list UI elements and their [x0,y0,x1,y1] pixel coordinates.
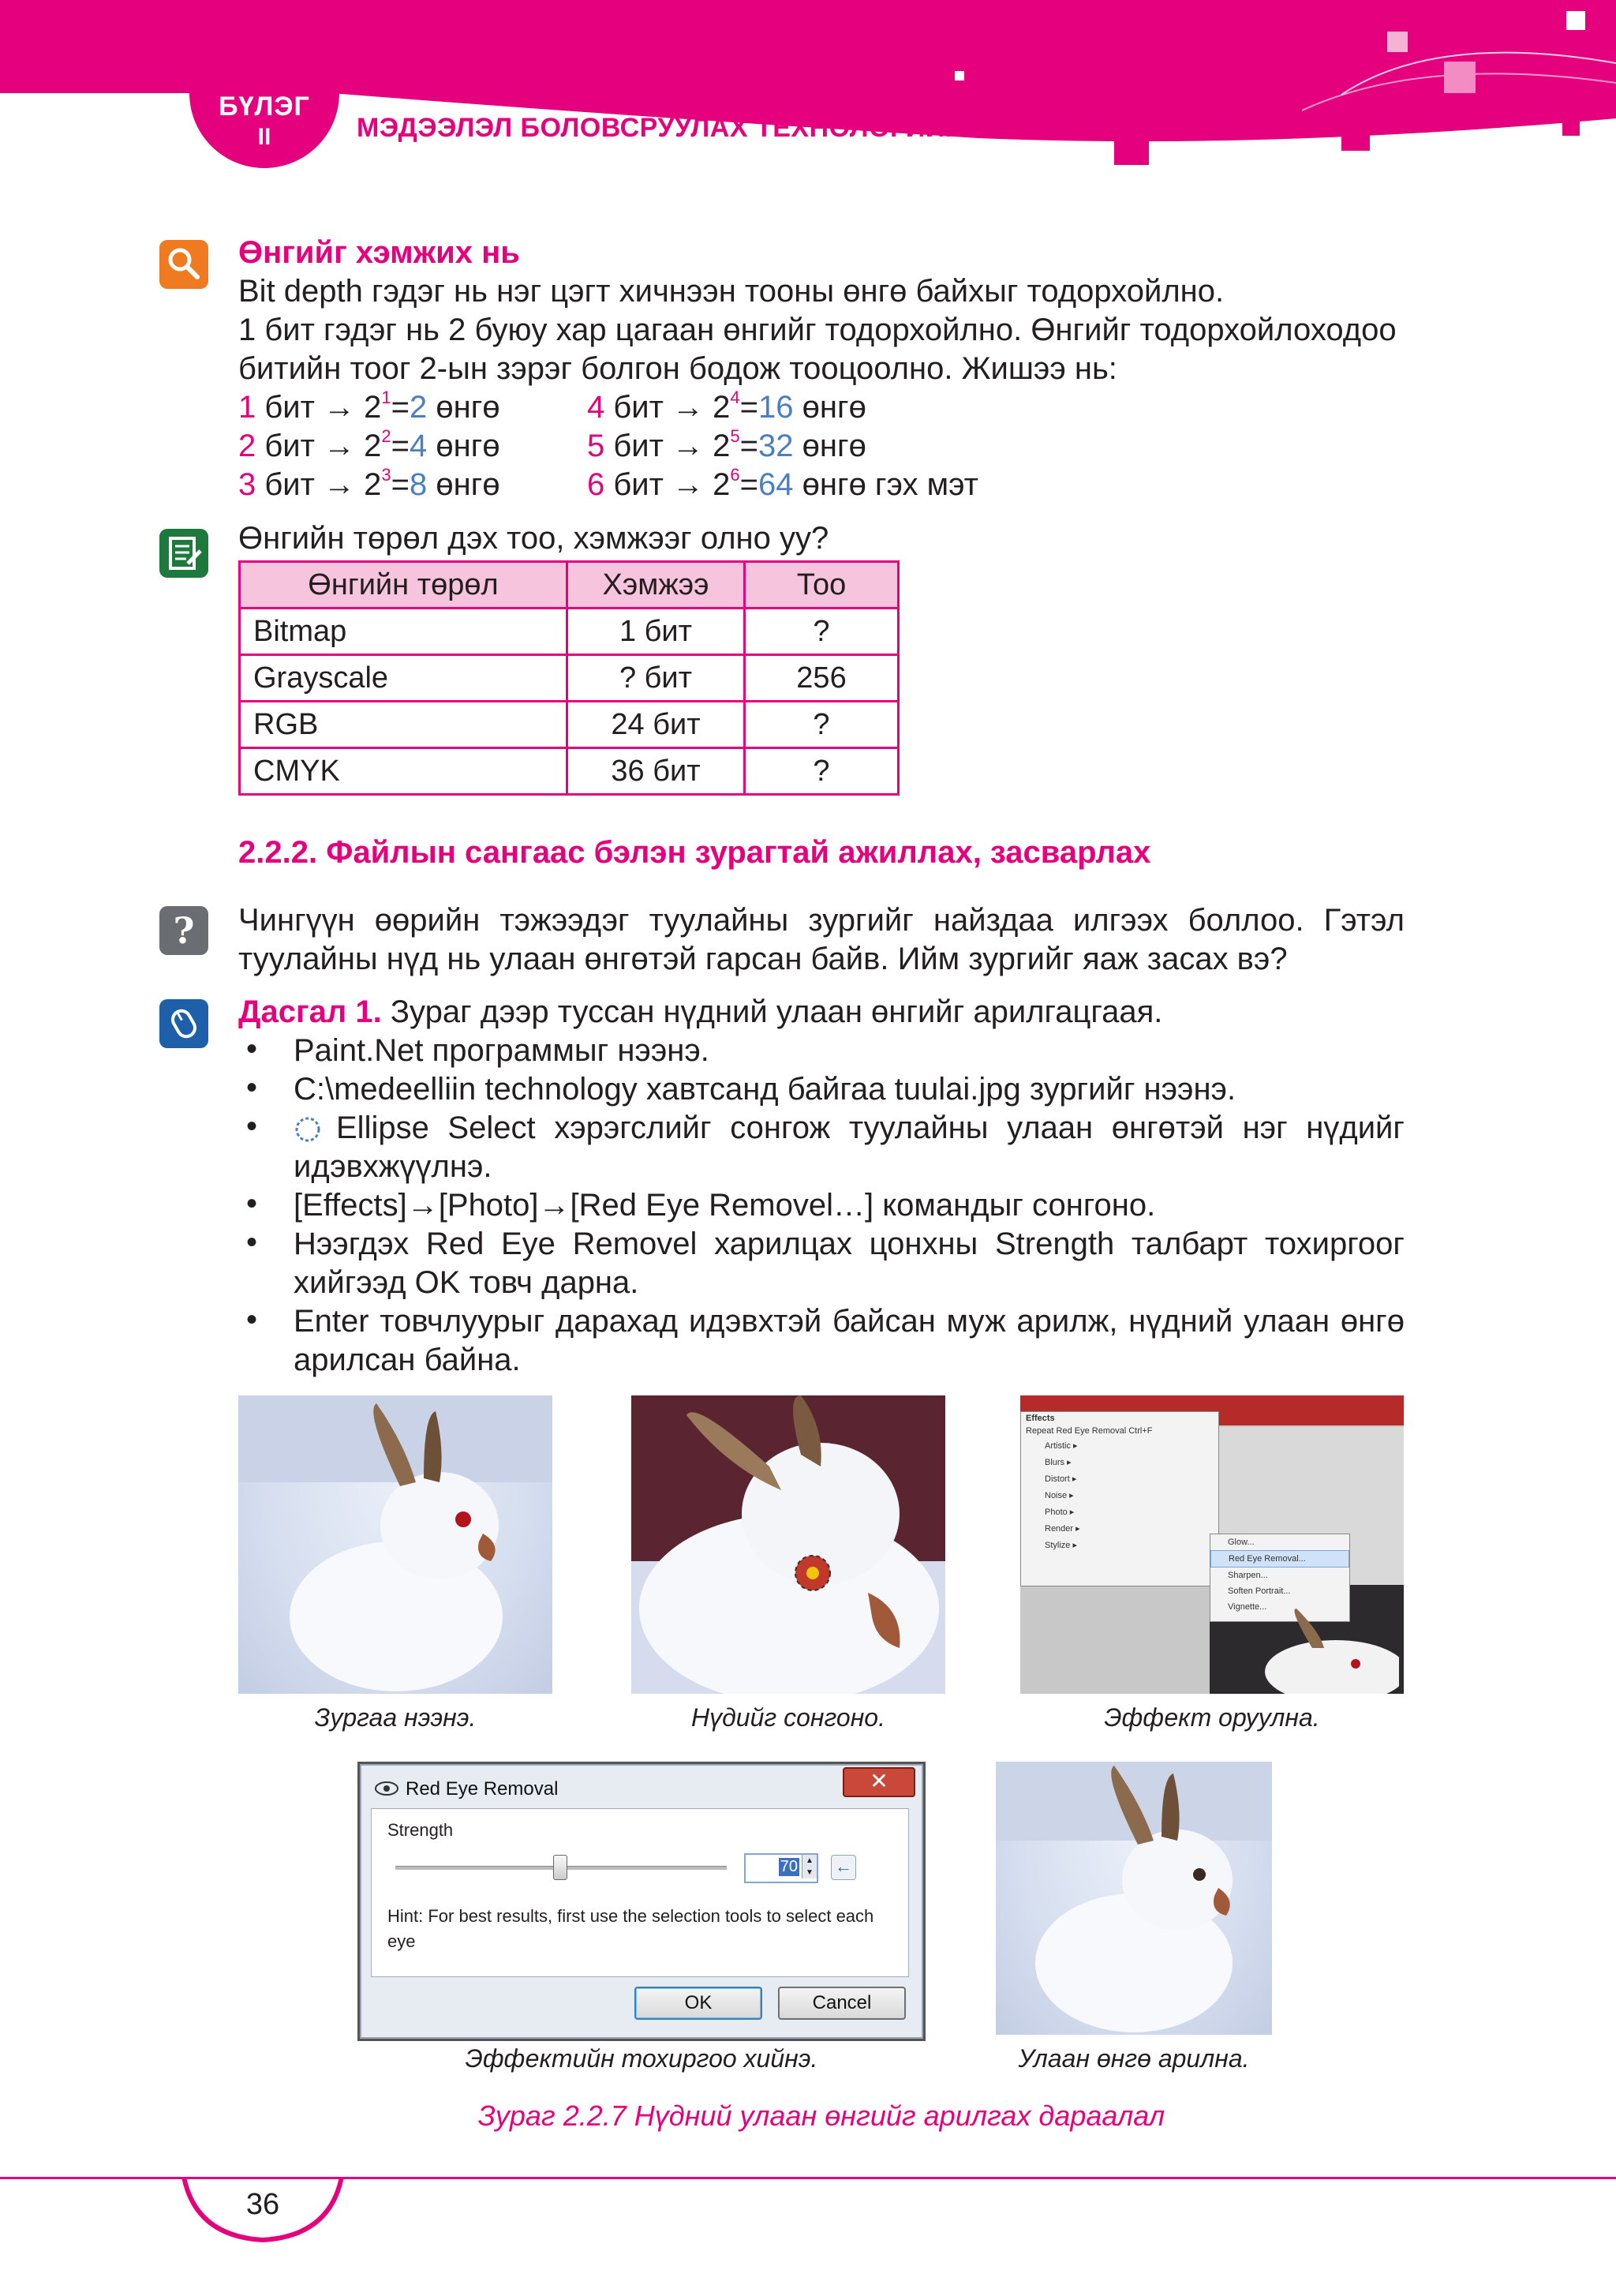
deco-square [1387,32,1408,52]
rabbit-fixed-photo [996,1762,1272,2035]
step-item: Нээгдэх Red Eye Removel харилцах цонхны Strength талбарт тохиргоог хийгээд OK товч дарна. [294,1227,1405,1300]
strength-slider-thumb[interactable] [553,1855,567,1880]
examples-exp: 4 [730,388,740,407]
paragraph-line: битийн тоог 2-ын зэрэг болгон бодож тооцоолно. Жишээ нь: [238,351,1117,386]
examples-n: 4 [587,390,605,425]
examples-base: 2 [364,429,382,463]
table-cell: RGB [240,702,567,748]
figure-caption: Улаан өнгө арилна. [1018,2044,1250,2073]
deco-square [1207,103,1244,139]
step-item: C:\medeelliin technology хавтсанд байгаа tuulai.jpg зургийг нээнэ. [294,1072,1236,1107]
dialog-title: Red Eye Removal [406,1778,559,1800]
step-item: Ellipse Select хэрэгслийг сонгож туулайны улаан өнгөтэй нэг нүдийг идэвхжүүлнэ. [294,1111,1405,1184]
examples-bit: бит → [256,429,365,463]
bullet: • [246,1032,258,1066]
examples-unit: өнгө [427,390,500,425]
cancel-button[interactable]: Cancel [778,1987,906,2020]
bullet: • [246,1225,258,1260]
examples-unit: өнгө [793,429,866,463]
submenu-item[interactable]: Vignette... [1228,1602,1267,1612]
close-button[interactable]: ✕ [843,1767,915,1797]
examples-unit: өнгө гэх мэт [793,467,978,502]
deco-square [1566,11,1585,30]
bullet: • [246,1070,258,1105]
examples-exp: 2 [381,426,391,446]
deco-square [1262,118,1280,136]
rabbit-eye-selected-photo [631,1395,945,1694]
dialog-body [371,1808,909,1977]
menu-item[interactable]: Render ▸ [1045,1524,1080,1534]
power-example [238,388,500,427]
table-row [240,609,899,655]
examples-eq: = [391,390,410,425]
mouse-icon [159,999,208,1048]
examples-bit: бит → [604,429,713,463]
step-item: Paint.Net программыг нээнэ. [294,1033,709,1068]
chapter-number: II [257,124,271,150]
examples-bit: бит → [604,390,713,425]
ok-button[interactable]: OK [634,1987,762,2020]
examples-val: 2 [410,390,428,425]
deco-square [1444,62,1476,93]
power-example [238,427,500,466]
paragraph-line: Bit depth гэдэг нь нэг цэгт хичнээн тооны өнгө байхыг тодорхойлно. [238,274,1225,309]
examples-exp: 6 [730,465,740,485]
examples-eq: = [739,390,759,425]
examples-n: 5 [587,429,605,463]
examples-base: 2 [713,390,731,425]
table-cell: ? [745,609,899,655]
examples-n: 3 [238,467,256,502]
reset-arrow-icon[interactable]: ← [831,1855,856,1880]
table-cell: 1 бит [567,609,745,655]
figure-caption: Нүдийг сонгоно. [691,1703,885,1732]
power-example [238,466,500,504]
examples-exp: 5 [730,426,740,446]
table-cell: 256 [745,655,899,702]
table-question: Өнгийн төрөл дэх тоо, хэмжээг олно уу? [238,521,829,556]
header-title: МЭДЭЭЛЭЛ БОЛОВСРУУЛАХ ТЕХНОЛОГИЙН ХЭРЭГЛЭЭ [357,113,1121,143]
page-number: 36 [245,2188,280,2221]
submenu-item[interactable]: Soften Portrait... [1228,1586,1291,1596]
examples-n: 6 [587,467,605,502]
menu-item[interactable]: Noise ▸ [1045,1491,1074,1500]
power-example [587,466,978,504]
menu-item[interactable]: Distort ▸ [1045,1474,1077,1484]
section-heading: 2.2.2. Файлын сангаас бэлэн зурагтай ажиллах, засварлах [238,835,1151,870]
question-icon: ? [159,906,208,955]
paragraph-line: 1 бит гэдэг нь 2 буюу хар цагаан өнгийг тодорхойлно. Өнгийг тодорхойлоходоо [238,313,1397,347]
menu-item[interactable]: Artistic ▸ [1045,1441,1078,1451]
examples-bit: бит → [256,390,365,425]
examples-unit: өнгө [793,390,866,425]
examples-val: 4 [410,429,428,463]
deco-square [1562,118,1580,136]
examples-val: 32 [758,429,794,463]
power-example [587,427,866,466]
table-row [240,702,899,748]
eye-icon [374,1780,399,1801]
deco-square [955,71,964,81]
stepper-icon[interactable]: ▲ ▼ [802,1855,817,1878]
exercise-text: Зураг дээр туссан нүдний улаан өнгийг арилгацгаая. [381,994,1163,1029]
examples-eq: = [739,429,759,463]
examples-base: 2 [364,390,382,425]
table-cell: 36 бит [567,748,745,795]
submenu-item[interactable]: Sharpen... [1228,1571,1268,1580]
strength-input[interactable] [744,1853,818,1883]
color-type-table [238,560,900,796]
checklist-icon [159,529,208,578]
hint-text: Hint: For best results, first use the selection tools to select each eye [387,1906,874,1951]
question-line: туулайны нүд нь улаан өнгөтэй гарсан байв. Ийм зургийг яаж засах вэ? [238,942,1288,976]
table-cell: ? [745,702,899,748]
rabbit-photo [238,1395,552,1694]
menu-header: Effects [1026,1414,1055,1423]
examples-n: 1 [238,390,256,425]
effects-menu [1020,1411,1219,1586]
examples-base: 2 [713,467,731,502]
table-header: Тоо [745,562,899,609]
menu-item[interactable]: Photo ▸ [1045,1508,1075,1517]
table-cell: Grayscale [240,655,567,702]
examples-unit: өнгө [427,429,500,463]
strength-value: 70 [780,1858,798,1875]
bullet: • [246,1186,258,1221]
table-cell: 24 бит [567,702,745,748]
deco-square [1341,122,1370,151]
menu-item[interactable]: Stylize ▸ [1045,1541,1077,1550]
section-heading: Өнгийг хэмжих нь [238,235,520,270]
submenu-item[interactable]: Red Eye Removal... [1210,1550,1349,1567]
menu-item: Repeat Red Eye Removal Ctrl+F [1026,1426,1153,1436]
table-cell: Bitmap [240,609,567,655]
examples-eq: = [391,429,410,463]
table-header: Өнгийн төрөл [240,562,567,609]
red-eye-removal-dialog [357,1762,926,2041]
examples-exp: 1 [381,388,391,407]
bullet: • [246,1302,258,1337]
examples-val: 16 [758,390,794,425]
search-icon [159,240,208,289]
figure-caption: Зургаа нээнэ. [314,1703,477,1732]
effects-menu-screenshot [1020,1395,1404,1694]
examples-n: 2 [238,429,256,463]
table-header: Хэмжээ [567,562,745,609]
figure-title: Зураг 2.2.7 Нүдний улаан өнгийг арилгах дараалал [477,2099,1165,2132]
chapter-word: БҮЛЭГ [219,92,310,122]
exercise-intro [238,993,1162,1032]
table-cell: CMYK [240,748,567,795]
examples-base: 2 [713,429,731,463]
table-cell: ? [745,748,899,795]
examples-bit: бит → [256,467,365,502]
examples-exp: 3 [381,465,391,485]
table-row [240,655,899,702]
table-row [240,748,899,795]
menu-item[interactable]: Blurs ▸ [1045,1458,1072,1467]
table-cell: ? бит [567,655,745,702]
step-item: [Effects]→[Photo]→[Red Eye Removel…] командыг сонгоно. [294,1188,1156,1223]
examples-unit: өнгө [427,467,500,502]
exercise-label: Дасгал 1. [238,994,382,1029]
question-line: Чингүүн өөрийн тэжээдэг туулайны зургийг найздаа илгээх боллоо. Гэтэл [238,903,1405,938]
strength-label: Strength [387,1820,454,1840]
submenu-item[interactable]: Glow... [1228,1538,1255,1547]
figure-caption: Эффектийн тохиргоо хийнэ. [465,2044,818,2073]
examples-val: 8 [410,467,428,502]
examples-eq: = [391,467,410,502]
figure-caption: Эффект оруулна. [1104,1703,1320,1732]
step-item: Enter товчлуурыг дарахад идэвхтэй байсан муж арилж, нүдний улаан өнгө арилсан байна. [294,1304,1405,1377]
power-example [587,388,866,427]
examples-eq: = [739,467,759,502]
examples-bit: бит → [604,467,713,502]
examples-base: 2 [364,467,382,502]
examples-val: 64 [758,467,794,502]
bullet: • [246,1109,258,1144]
